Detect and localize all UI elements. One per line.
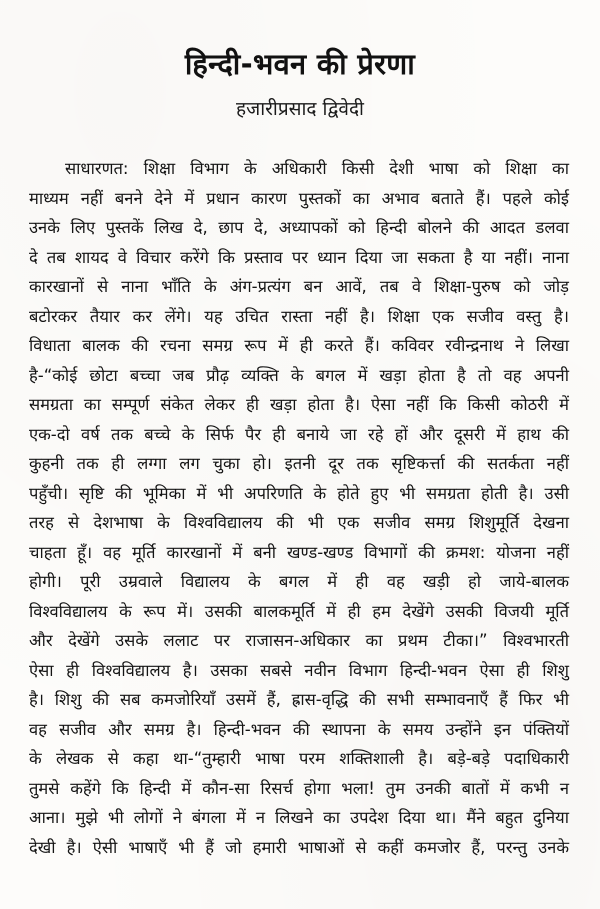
paragraph-line: दे तब शायद वे विचार करेंगे कि प्रस्ताव पर ध्यान दिया जा सकता है या नहीं। नाना — [29, 247, 569, 267]
paragraph-line: होगी। पूरी उम्रवाले विद्यालय के बगल में ही वह खड़ी हो जाये-बालक — [29, 572, 569, 591]
paragraph-line: है-“कोई छोटा बच्चा जब प्रौढ़ व्यक्ति के बगल में खड़ा होता है तो वह अपनी — [29, 365, 569, 385]
paragraph-line: तुमसे कहेंगे कि हिन्दी में कौन-सा रिसर्च होगा भला! तुम उनकी बातों में कभी न — [29, 778, 569, 798]
paragraph-line: आना। मुझे भी लोगों ने बंगला में न लिखने का उपदेश दिया था। मैंने बहुत दुनिया — [29, 808, 569, 827]
paragraph-line: विधाता बालक की रचना समग्र रूप में ही करते हैं। कविवर रवीन्द्रनाथ ने लिखा — [29, 336, 569, 355]
paragraph-line: कुहनी तक ही लग्गा लग चुका हो। इतनी दूर तक सृष्टिकर्त्ता की सतर्कता नहीं — [29, 454, 569, 473]
paragraph-line: ऐसा ही विश्वविद्यालय है। उसका सबसे नवीन विभाग हिन्दी-भवन ऐसा ही शिशु — [29, 660, 569, 680]
paragraph-line: और देखेंगे उसके ललाट पर राजासन-अधिकार का प्रथम टीका।” विश्वभारती — [29, 631, 569, 650]
paragraph-line: देखी है। ऐसी भाषाएँ भी हैं जो हमारी भाषाओं से कहीं कमजोर हैं, परन्तु उनके — [29, 837, 569, 857]
paragraph-line: के लेखक से कहा था-“तुम्हारी भाषा परम शक्तिशाली है। बड़े-बड़े पदाधिकारी — [29, 749, 569, 768]
paragraph-line: बटोरकर तैयार कर लेंगे। यह उचित रास्ता नहीं है। शिक्षा एक सजीव वस्तु है। — [29, 306, 569, 326]
author-name: हजारीप्रसाद द्विवेदी — [236, 98, 364, 120]
paragraph-line: पहुँची। सृष्टि की भूमिका में भी अपरिणति के होते हुए भी समग्रता होती है। उसी — [29, 483, 569, 503]
paragraph-line: कारखानों से नाना भाँति के अंग-प्रत्यंग बन आवें, तब वे शिक्षा-पुरुष को जोड़ — [29, 277, 569, 296]
paragraph-line: तरह से देशभाषा के विश्वविद्यालय की भी एक सजीव समग्र शिशुमूर्ति देखना — [29, 513, 569, 532]
essay-body — [29, 154, 569, 862]
paragraph-line: माध्यम नहीं बनने देने में प्रधान कारण पुस्तकों का अभाव बताते हैं। पहले कोई — [29, 188, 569, 208]
paragraph-line: समग्रता का सम्पूर्ण संकेत लेकर ही खड़ा होता है। ऐसा नहीं कि किसी कोठरी में — [29, 395, 569, 414]
paragraph-line: वह सजीव और समग्र है। हिन्दी-भवन की स्थापना के समय उन्होंने इन पंक्तियों — [29, 719, 569, 739]
paragraph-line: चाहता हूँ। वह मूर्ति कारखानों में बनी खण्ड-खण्ड विभागों की क्रमश: योजना नहीं — [29, 542, 569, 562]
paragraph-line: उनके लिए पुस्तकें लिख दे, छाप दे, अध्यापकों को हिन्दी बोलने की आदत डलवा — [29, 218, 569, 237]
paragraph-line: विश्वविद्यालय के रूप में। उसकी बालकमूर्ति में ही हम देखेंगे उसकी विजयी मूर्ति — [29, 601, 569, 621]
paragraph-line: एक-दो वर्ष तक बच्चे के सिर्फ पैर ही बनाये जा रहे हों और दूसरी में हाथ की — [29, 424, 569, 444]
paragraph-line: साधारणत: शिक्षा विभाग के अधिकारी किसी देशी भाषा को शिक्षा का — [65, 159, 569, 178]
paragraph-line: है। शिशु की सब कमजोरियाँ उसमें हैं, ह्रास-वृद्धि की सभी सम्भावनाएँ हैं फिर भी — [29, 690, 569, 709]
essay-title: हिन्दी-भवन की प्रेरणा — [184, 47, 416, 81]
